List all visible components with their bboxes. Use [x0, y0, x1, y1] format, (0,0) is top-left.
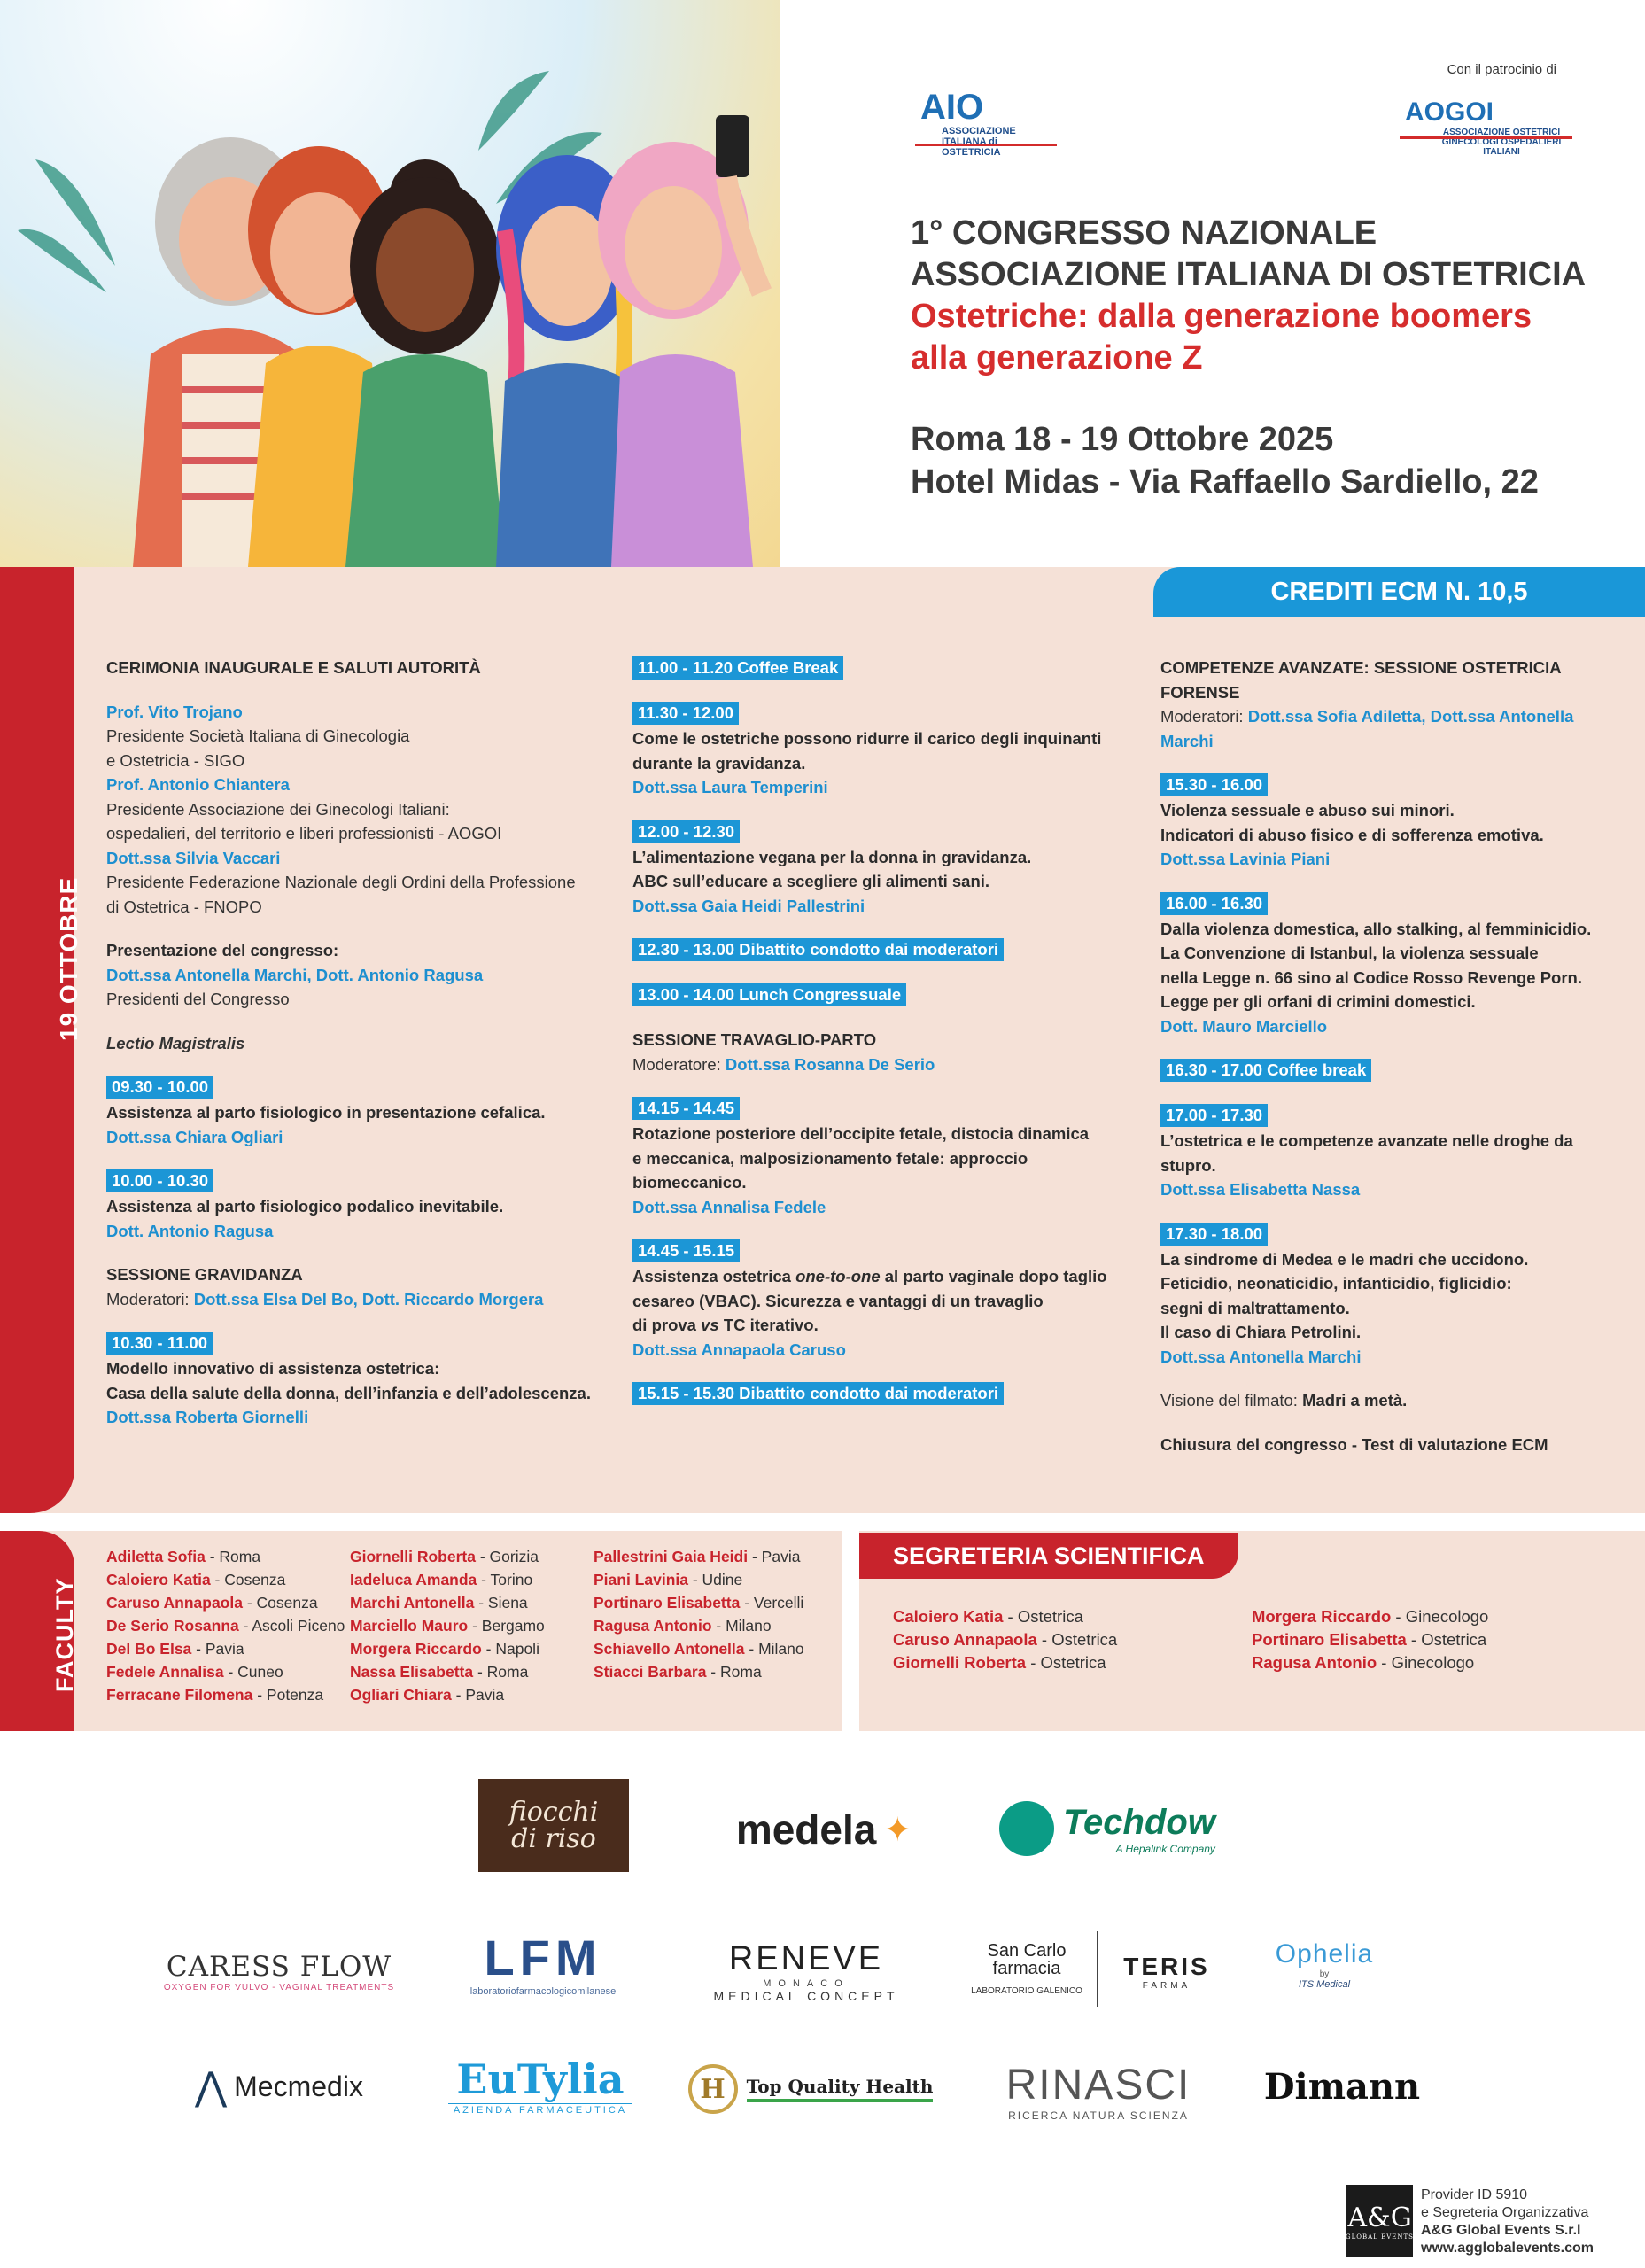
congress-title — [911, 213, 1619, 379]
faculty-member: Pallestrini Gaia Heidi - Pavia — [594, 1548, 801, 1565]
talk-speaker: Dott.ssa Lavinia Piani — [1160, 850, 1331, 868]
faculty-member: Ragusa Antonio - Milano — [594, 1617, 772, 1635]
sponsor-techdow-logo: Techdow A Hepalink Company — [992, 1788, 1222, 1869]
film-title: Madri a metà. — [1302, 1391, 1408, 1410]
faculty-member: Caloiero Katia - Cosenza — [106, 1571, 286, 1588]
provider-secretariat: e Segreteria Organizzativa — [1421, 2205, 1589, 2220]
talk-title: Come le ostetriche possono ridurre il carico degli inquinanti — [632, 729, 1102, 748]
ag-global-events-logo: A&G GLOBAL EVENTS — [1346, 2185, 1413, 2257]
secretariat-title: SEGRETERIA SCIENTIFICA — [859, 1533, 1238, 1579]
aogoi-logo-subtitle: ASSOCIAZIONE OSTETRICI GINECOLOGI OSPEDALIERI ITALIANI — [1441, 128, 1562, 157]
talk-title: La Convenzione di Istanbul, la violenza sessuale — [1160, 944, 1539, 962]
moderator-name: Dott.ssa Rosanna De Serio — [725, 1054, 935, 1074]
talk-title: Dalla violenza domestica, allo stalking, al femminicidio. — [1160, 919, 1592, 938]
faculty-member: Ogliari Chiara - Pavia — [350, 1686, 505, 1704]
aogoi-logo-underline — [1400, 136, 1572, 139]
speaker-name: Dott.ssa Silvia Vaccari — [106, 848, 281, 867]
talk-title: segni di maltrattamento. — [1160, 1298, 1350, 1317]
talk-title: L’ostetrica e le competenze avanzate nelle droghe da stupro. — [1160, 1131, 1573, 1175]
provider-website[interactable]: www.agglobalevents.com — [1421, 2241, 1595, 2256]
speaker-role: Presidente Federazione Nazionale degli Ordini della Professione — [106, 873, 576, 891]
subtitle-line-2: alla generazione Z — [911, 339, 1203, 377]
coffee-break-slot: 16.30 - 17.00 Coffee break — [1160, 1059, 1371, 1082]
time-slot: 17.00 - 17.30 — [1160, 1104, 1268, 1127]
time-slot: 15.30 - 16.00 — [1160, 773, 1268, 796]
faculty-member: De Serio Rosanna - Ascoli Piceno — [106, 1617, 345, 1635]
moderators-names: Dott.ssa Elsa Del Bo, Dott. Riccardo Morgera — [193, 1289, 544, 1309]
talk-title: Legge per gli orfani di crimini domestici. — [1160, 992, 1476, 1011]
debate-slot: 15.15 - 15.30 Dibattito condotto dai moderatori — [632, 1382, 1004, 1405]
sponsor-top-quality-health-logo: H Top Quality Health — [682, 2054, 939, 2124]
talk-speaker: Dott.ssa Gaia Heidi Pallestrini — [632, 896, 865, 915]
coffee-break-slot: 11.00 - 11.20 Coffee Break — [632, 656, 843, 680]
speaker-name: Prof. Vito Trojano — [106, 702, 243, 721]
talk-title: Violenza sessuale e abuso sui minori. — [1160, 801, 1455, 819]
talk-title: Assistenza al parto fisiologico in presentazione cefalica. — [106, 1103, 546, 1122]
faculty-member: Adiletta Sofia - Roma — [106, 1548, 261, 1565]
faculty-column-3 — [594, 1545, 804, 1683]
talk-speaker: Dott.ssa Annapaola Caruso — [632, 1340, 846, 1359]
lectio-label: Lectio Magistralis — [106, 1033, 245, 1052]
program-column-2 — [632, 656, 1129, 1426]
patronage-label: Con il patrocinio di — [1447, 62, 1556, 77]
aogoi-logo — [1400, 97, 1577, 177]
sponsor-rinasci-logo: RINASCI RICERCA NATURA SCIENZA — [1005, 2061, 1191, 2122]
talk-speaker: Dott.ssa Roberta Giornelli — [106, 1408, 309, 1426]
time-slot: 14.45 - 15.15 — [632, 1239, 740, 1262]
talk-title: Rotazione posteriore dell’occipite fetale, distocia dinamica — [632, 1124, 1090, 1143]
secretariat-member: Ragusa Antonio - Ginecologo — [1252, 1653, 1475, 1672]
moderators-names: Dott.ssa Sofia Adiletta, Dott.ssa Antonella Marchi — [1160, 707, 1574, 750]
sponsor-fiocchi-di-riso-logo: fiocchi di riso — [478, 1779, 629, 1872]
speaker-role: Presidente Associazione dei Ginecologi Italiani: — [106, 799, 450, 819]
medela-star-icon: ✦ — [883, 1811, 912, 1849]
sponsor-mecmedix-logo: ⋀ Mecmedix — [195, 2064, 363, 2109]
time-slot: 09.30 - 10.00 — [106, 1076, 213, 1099]
talk-title: e meccanica, malposizionamento fetale: approccio biomeccanico. — [632, 1148, 1028, 1192]
secretariat-member: Giornelli Roberta - Ostetrica — [893, 1653, 1106, 1672]
faculty-member: Iadeluca Amanda - Torino — [350, 1571, 533, 1588]
sponsor-dimann-logo: Dimann — [1263, 2065, 1421, 2108]
talk-title: Assistenza ostetrica one-to-one al parto vaginale dopo taglio — [632, 1267, 1107, 1285]
talk-speaker: Dott.ssa Chiara Ogliari — [106, 1127, 283, 1146]
presentation-title: Presentazione del congresso: — [106, 941, 339, 959]
sponsor-reneve-logo: RENEVE MONACO MEDICAL CONCEPT — [713, 1939, 899, 2003]
aio-logo-mark: AIO — [920, 88, 984, 127]
talk-title: La sindrome di Medea e le madri che uccidono. — [1160, 1249, 1529, 1269]
sponsor-medela-logo: medela ✦ — [735, 1806, 912, 1852]
presentation-speakers: Dott.ssa Antonella Marchi, Dott. Antonio Ragusa — [106, 965, 484, 984]
talk-speaker: Dott.ssa Laura Temperini — [632, 778, 828, 796]
secretariat-member: Portinaro Elisabetta - Ostetrica — [1252, 1630, 1487, 1649]
provider-info — [1421, 2186, 1594, 2257]
talk-title: di prova vs TC iterativo. — [632, 1316, 819, 1334]
faculty-member: Nassa Elisabetta - Roma — [350, 1663, 529, 1681]
talk-title: Assistenza al parto fisiologico podalico inevitabile. — [106, 1197, 504, 1216]
session-title: SESSIONE GRAVIDANZA — [106, 1265, 303, 1284]
time-slot: 12.00 - 12.30 — [632, 820, 740, 843]
time-slot: 17.30 - 18.00 — [1160, 1223, 1268, 1246]
talk-title: nella Legge n. 66 sino al Codice Rosso Revenge Porn. — [1160, 967, 1582, 987]
session-title: SESSIONE TRAVAGLIO-PARTO — [632, 1030, 877, 1049]
provider-company: A&G Global Events S.r.l — [1421, 2223, 1581, 2238]
faculty-member: Stiacci Barbara - Roma — [594, 1663, 762, 1681]
faculty-member: Piani Lavinia - Udine — [594, 1571, 743, 1588]
tqh-emblem-icon: H — [688, 2064, 738, 2114]
sponsor-caress-flow-logo: CARESS FLOW OXYGEN FOR VULVO - VAGINAL TREATMENTS — [163, 1950, 395, 1992]
faculty-column-2 — [350, 1545, 545, 1706]
closing-line: Chiusura del congresso - Test di valutazione ECM — [1160, 1434, 1548, 1454]
secretariat-column-2 — [1252, 1605, 1488, 1674]
talk-speaker: Dott.ssa Elisabetta Nassa — [1160, 1180, 1361, 1199]
talk-title: Il caso di Chiara Petrolini. — [1160, 1323, 1362, 1341]
secretariat-member: Caruso Annapaola - Ostetrica — [893, 1630, 1118, 1649]
faculty-member: Portinaro Elisabetta - Vercelli — [594, 1594, 804, 1612]
secretariat-column-1 — [893, 1605, 1117, 1674]
sponsor-teris-logo: TERIS FARMA — [1123, 1952, 1210, 1991]
film-label: Visione del filmato: — [1160, 1391, 1303, 1410]
day-label: 19 OTTOBRE — [55, 876, 82, 1041]
ecm-credits-badge: CREDITI ECM N. 10,5 — [1153, 567, 1645, 617]
talk-title: ABC sull’educare a scegliere gli alimenti sani. — [632, 872, 990, 890]
title-line-1: 1° CONGRESSO NAZIONALE — [911, 214, 1377, 252]
talk-title: durante la gravidanza. — [632, 753, 806, 773]
talk-title: cesareo (VBAC). Sicurezza e vantaggi di un travaglio — [632, 1291, 1044, 1310]
talk-title: Feticidio, neonaticidio, infanticidio, figlicidio: — [1160, 1274, 1512, 1293]
event-date: Roma 18 - 19 Ottobre 2025 — [911, 421, 1334, 458]
women-selfie-illustration — [0, 0, 780, 567]
time-slot: 10.00 - 10.30 — [106, 1169, 213, 1192]
talk-title: L’alimentazione vegana per la donna in gravidanza. — [632, 847, 1032, 866]
aio-logo — [915, 89, 1057, 182]
sponsor-eutylia-logo: EuTylia AZIENDA FARMACEUTICA — [447, 2047, 633, 2126]
event-venue: Hotel Midas - Via Raffaello Sardiello, 22 — [911, 463, 1539, 501]
moderators-label: Moderatori: — [1160, 707, 1244, 726]
secretariat-member: Morgera Riccardo - Ginecologo — [1252, 1607, 1489, 1626]
speaker-name: Prof. Antonio Chiantera — [106, 775, 290, 794]
debate-slot: 12.30 - 13.00 Dibattito condotto dai moderatori — [632, 938, 1004, 961]
faculty-member: Schiavello Antonella - Milano — [594, 1640, 804, 1658]
moderators-label: Moderatori: — [106, 1289, 190, 1309]
provider-id: Provider ID 5910 — [1421, 2187, 1528, 2202]
aio-logo-underline — [915, 144, 1057, 146]
speaker-role: e Ostetricia - SIGO — [106, 750, 245, 770]
talk-title: Modello innovativo di assistenza ostetrica: — [106, 1359, 440, 1378]
presentation-role: Presidenti del Congresso — [106, 990, 290, 1008]
aogoi-logo-mark: AOGOI — [1405, 97, 1494, 127]
moderator-label: Moderatore: — [632, 1054, 721, 1074]
speaker-role: Presidente Società Italiana di Ginecologia — [106, 726, 410, 745]
sponsor-ophelia-logo: Ophelia by ITS Medical — [1275, 1938, 1374, 1990]
time-slot: 14.15 - 14.45 — [632, 1097, 740, 1120]
talk-speaker: Dott.ssa Annalisa Fedele — [632, 1197, 826, 1216]
faculty-member: Fedele Annalisa - Cuneo — [106, 1663, 283, 1681]
subtitle-line-1: Ostetriche: dalla generazione boomers — [911, 298, 1532, 335]
faculty-member: Ferracane Filomena - Potenza — [106, 1686, 324, 1704]
aio-logo-subtitle: ASSOCIAZIONE ITALIANA di OSTETRICIA — [942, 126, 1016, 158]
sponsor-san-carlo-logo: San Carlo farmacia LABORATORIO GALENICO — [966, 1931, 1098, 2007]
hero-illustration — [0, 0, 780, 567]
venue-block — [911, 418, 1539, 503]
time-slot: 10.30 - 11.00 — [106, 1332, 213, 1355]
talk-title: Indicatori di abuso fisico e di sofferenza emotiva. — [1160, 825, 1544, 844]
mecmedix-mountain-icon: ⋀ — [195, 2064, 228, 2109]
faculty-label: FACULTY — [51, 1577, 78, 1692]
program-column-3 — [1160, 656, 1621, 1476]
time-slot: 11.30 - 12.00 — [632, 702, 739, 725]
speaker-role: di Ostetrica - FNOPO — [106, 897, 262, 916]
session-title: COMPETENZE AVANZATE: SESSIONE OSTETRICIA FORENSE — [1160, 658, 1561, 702]
lunch-slot: 13.00 - 14.00 Lunch Congressuale — [632, 983, 906, 1006]
talk-title: Casa della salute della donna, dell’infanzia e dell’adolescenza. — [106, 1383, 591, 1402]
ceremony-title: CERIMONIA INAUGURALE E SALUTI AUTORITÀ — [106, 658, 481, 677]
faculty-member: Morgera Riccardo - Napoli — [350, 1640, 539, 1658]
talk-speaker: Dott. Antonio Ragusa — [106, 1221, 274, 1240]
talk-speaker: Dott. Mauro Marciello — [1160, 1016, 1328, 1036]
faculty-member: Giornelli Roberta - Gorizia — [350, 1548, 539, 1565]
title-line-2: ASSOCIAZIONE ITALIANA DI OSTETRICIA — [911, 256, 1587, 293]
faculty-member: Caruso Annapaola - Cosenza — [106, 1594, 318, 1612]
secretariat-member: Caloiero Katia - Ostetrica — [893, 1607, 1083, 1626]
talk-speaker: Dott.ssa Antonella Marchi — [1160, 1347, 1362, 1366]
sponsor-lfm-logo: LFM laboratoriofarmacologicomilanese — [469, 1929, 617, 1997]
time-slot: 16.00 - 16.30 — [1160, 892, 1268, 915]
techdow-wave-icon — [999, 1801, 1054, 1856]
program-column-1 — [106, 656, 602, 1449]
faculty-member: Del Bo Elsa - Pavia — [106, 1640, 244, 1658]
faculty-column-1 — [106, 1545, 345, 1706]
speaker-role: ospedalieri, del territorio e liberi professionisti - AOGOI — [106, 824, 502, 843]
faculty-member: Marciello Mauro - Bergamo — [350, 1617, 545, 1635]
faculty-member: Marchi Antonella - Siena — [350, 1594, 528, 1612]
